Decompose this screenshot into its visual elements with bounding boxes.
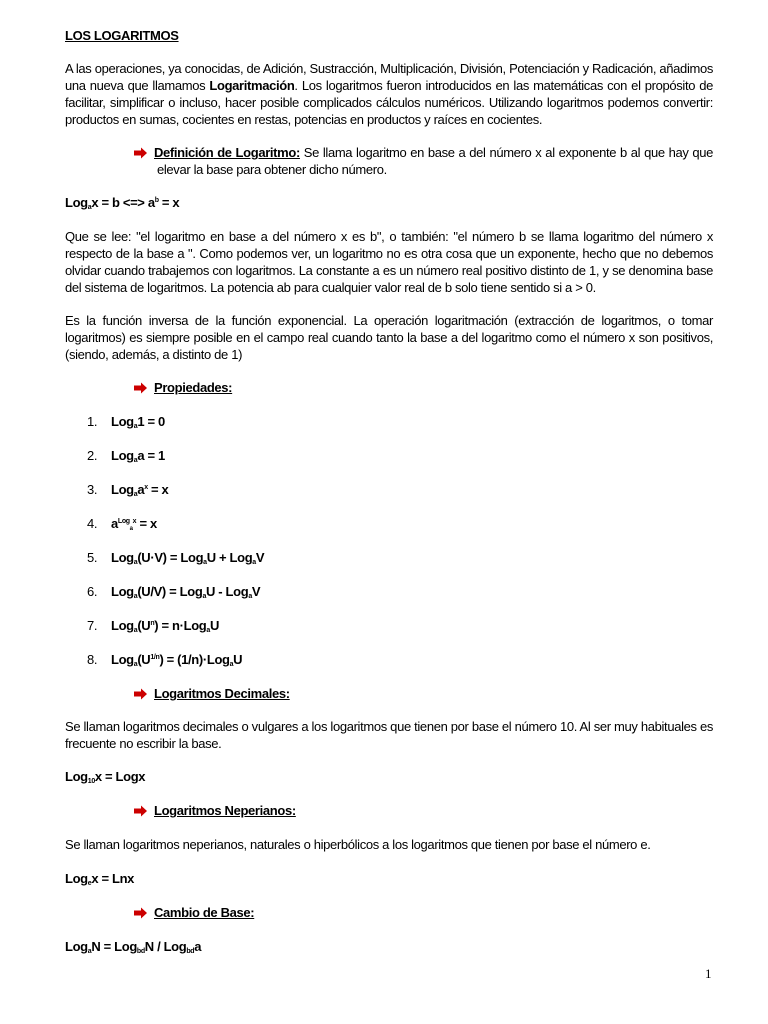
formula-subscript: e — [87, 880, 92, 887]
formula-superscript: b — [154, 197, 159, 204]
intro-text-1: A las operaciones, ya conocidas, de Adición, Sustracción, Multiplicación, División, Potenciación y Radicación, añadimos una nueva que llamamos — [65, 61, 713, 93]
formula-part: = x — [147, 482, 169, 497]
formula-part: a — [194, 939, 202, 954]
intro-paragraph — [65, 60, 713, 128]
arrow-bullet-icon — [133, 382, 148, 394]
formula-part: Log — [111, 618, 134, 633]
formula-part: Log — [111, 448, 134, 463]
formula-part: a — [137, 482, 145, 497]
list-number: 7. — [87, 618, 98, 633]
page-number: 1 — [705, 966, 712, 981]
formula-superscript: n — [150, 620, 155, 627]
property-formula — [111, 482, 168, 497]
formula-part: Log — [65, 871, 88, 886]
properties-heading: Propiedades: — [154, 380, 233, 395]
formula-subscript: a — [133, 491, 138, 498]
arrow-bullet-icon — [133, 147, 148, 159]
formula-subscript: a — [133, 423, 138, 430]
formula-part: V — [255, 550, 265, 565]
document-title: LOS LOGARITMOS — [65, 28, 179, 43]
formula-subscript: a — [133, 593, 138, 600]
property-formula — [111, 414, 165, 429]
formula-part: U + Log — [206, 550, 253, 565]
definition-heading: Definición de Logaritmo: — [154, 145, 300, 160]
list-item — [65, 583, 713, 600]
property-formula — [111, 618, 219, 633]
arrow-bullet-icon — [133, 907, 148, 919]
decimal-heading-row — [133, 685, 713, 702]
neperian-formula — [65, 870, 713, 887]
property-formula — [111, 550, 264, 565]
formula-part: (U·V) = Log — [137, 550, 204, 565]
list-item — [65, 515, 713, 532]
formula-part: N = Log — [91, 939, 137, 954]
formula-subscript: a — [202, 593, 206, 600]
decimal-formula — [65, 768, 713, 785]
properties-list — [65, 413, 713, 668]
formula-part: ) = (1/n)·Log — [159, 652, 230, 667]
definition-paragraph — [133, 144, 713, 178]
formula-subscript: a — [206, 627, 210, 634]
formula-part: V — [251, 584, 261, 599]
property-formula — [111, 652, 242, 667]
formula-part: Log — [117, 518, 130, 525]
formula-part: x = b <=> a — [91, 195, 155, 210]
formula-subscript: a — [133, 457, 138, 464]
formula-part: U - Log — [206, 584, 249, 599]
list-item — [65, 447, 713, 464]
change-heading: Cambio de Base: — [154, 905, 255, 920]
intro-bold-term: Logaritmación — [209, 78, 295, 93]
document-content — [65, 27, 713, 955]
formula-part: (U — [137, 652, 151, 667]
formula-subscript: 10 — [87, 778, 95, 785]
formula-part: ) = n·Log — [154, 618, 207, 633]
formula-superscript: x — [144, 484, 148, 491]
formula-subscript: a — [133, 627, 138, 634]
list-item — [65, 549, 713, 566]
formula-part: Log — [65, 769, 88, 784]
formula-part: U — [209, 618, 219, 633]
property-formula — [111, 516, 157, 531]
formula-part: Log — [111, 414, 134, 429]
formula-part: Log — [65, 195, 88, 210]
formula-subscript: bd — [136, 948, 145, 955]
formula-part: Log — [111, 550, 134, 565]
list-number: 5. — [87, 550, 98, 565]
list-number: 8. — [87, 652, 98, 667]
formula-subscript: a — [87, 948, 92, 955]
definition-text: Se llama logaritmo en base a del número x al exponente b al que hay que elevar la base para obtener dicho número. — [157, 145, 714, 177]
formula-part: a — [111, 516, 118, 531]
list-item — [65, 617, 713, 634]
formula-part: (U/V) = Log — [137, 584, 203, 599]
list-item — [65, 481, 713, 498]
formula-superscript — [117, 518, 137, 532]
reading-paragraph: Que se lee: "el logaritmo en base a del número x es b", o también: "el número b se llama logaritmo del número x respecto de la base a ". Como podemos ver, un logaritmo no es otra cosa que un exponente, hecho que no debemos olvidar cuando trabajemos con logaritmos. La constante a es un número real positivo distinto de 1, y se denomina base del sistema de logaritmos. La potencia ab para cualquier valor real de b solo tiene sentido si a > 0. — [65, 229, 713, 295]
formula-part: (U — [137, 618, 151, 633]
formula-subscript: a — [129, 526, 133, 532]
formula-part: 1 = 0 — [137, 414, 165, 429]
formula-part: Log — [65, 939, 88, 954]
main-formula — [65, 194, 713, 211]
list-number: 3. — [87, 482, 98, 497]
formula-subscript: a — [133, 661, 138, 668]
decimal-heading: Logaritmos Decimales: — [154, 686, 290, 701]
neperian-heading: Logaritmos Neperianos: — [154, 803, 296, 818]
formula-subscript: a — [229, 661, 234, 668]
change-heading-row — [133, 904, 713, 921]
list-number: 2. — [87, 448, 98, 463]
property-formula — [111, 584, 260, 599]
decimal-paragraph: Se llaman logaritmos decimales o vulgares a los logaritmos que tienen por base el número 10. Al ser muy habituales es frecuente no escribir la base. — [65, 719, 713, 751]
list-item — [65, 651, 713, 668]
list-item — [65, 413, 713, 430]
formula-subscript: a — [252, 559, 256, 566]
formula-subscript: a — [133, 559, 138, 566]
formula-part: x — [132, 518, 137, 525]
neperian-heading-row — [133, 802, 713, 819]
formula-part: = x — [158, 195, 180, 210]
list-number: 4. — [87, 516, 98, 531]
list-number: 6. — [87, 584, 98, 599]
formula-part: a = 1 — [137, 448, 165, 463]
neperian-paragraph: Se llaman logaritmos neperianos, naturales o hiperbólicos a los logaritmos que tienen por base el número e. — [65, 837, 651, 852]
formula-part: x = Logx — [94, 769, 146, 784]
formula-part: Log — [111, 652, 134, 667]
formula-superscript: 1/n — [150, 654, 160, 661]
formula-part: x = Lnx — [91, 871, 135, 886]
inverse-paragraph: Es la función inversa de la función exponencial. La operación logaritmación (extracción de logaritmos, o tomar logaritmos) es siempre posible en el campo real cuando tanto la base a del logaritmo como el número x son positivos, (siendo, además, a distinto de 1) — [65, 313, 713, 362]
arrow-bullet-icon — [133, 805, 148, 817]
formula-subscript: a — [87, 204, 92, 211]
formula-subscript: a — [248, 593, 252, 600]
formula-subscript: a — [203, 559, 207, 566]
formula-part: N / Log — [144, 939, 187, 954]
list-number: 1. — [87, 414, 98, 429]
property-formula — [111, 448, 165, 463]
formula-part: = x — [136, 516, 157, 531]
formula-part: Log — [111, 482, 134, 497]
intro-text-2: . Los logaritmos fueron introducidos en las matemáticas con el propósito de facilitar, simplificar o incluso, hacer posible complicados cálculos numéricos. Utilizando logaritmos podemos convertir: productos en sumas, cocientes en restas, potencias en productos y raíces en cocientes. — [65, 78, 714, 127]
formula-part: Log — [111, 584, 134, 599]
formula-subscript: bd — [186, 948, 195, 955]
change-formula — [65, 938, 713, 955]
properties-heading-row — [133, 379, 713, 396]
arrow-bullet-icon — [133, 688, 148, 700]
formula-part: U — [233, 652, 243, 667]
